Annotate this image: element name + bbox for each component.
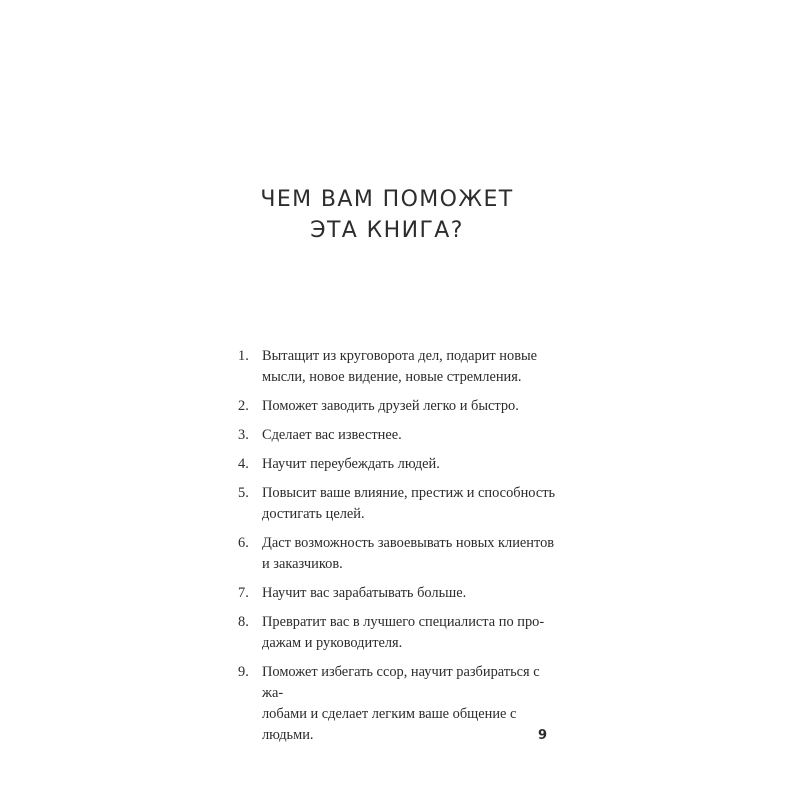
list-item-line: Поможет избегать ссор, научит разбираться с жа-: [262, 664, 540, 701]
list-item-number: 2.: [238, 398, 249, 414]
list-item-number: 6.: [238, 535, 249, 551]
list-item-number: 1.: [238, 348, 249, 364]
list-item-line: достигать целей.: [262, 506, 365, 522]
list-item-line: Научит переубеждать людей.: [262, 456, 440, 472]
list-item-line: Даст возможность завоевывать новых клиентов: [262, 535, 555, 551]
chapter-title-line-2: ЭТА КНИГА?: [310, 218, 464, 243]
list-item: [238, 583, 562, 604]
page-number: 9: [538, 728, 548, 743]
list-item-line: Повысит ваше влияние, престиж и способность: [262, 485, 556, 501]
list-item: [238, 454, 562, 475]
list-item-number: 4.: [238, 456, 249, 472]
benefits-list: [238, 346, 562, 754]
list-item-number: 7.: [238, 585, 249, 601]
list-item-line: мысли, новое видение, новые стремления.: [262, 369, 522, 385]
list-item: [238, 346, 562, 388]
list-item: [238, 425, 562, 446]
list-item-line: лобами и сделает легким ваше общение с людьми.: [262, 706, 517, 743]
list-item-number: 8.: [238, 614, 249, 630]
list-item-line: дажам и руководителя.: [262, 635, 403, 651]
list-item-line: Поможет заводить друзей легко и быстро.: [262, 398, 519, 414]
chapter-title-line-1: ЧЕМ ВАМ ПОМОЖЕТ: [260, 187, 514, 212]
list-item-line: Научит вас зарабатывать больше.: [262, 585, 467, 601]
chapter-title: [200, 184, 574, 246]
list-item: [238, 396, 562, 417]
list-item: [238, 533, 562, 575]
list-item-line: Превратит вас в лучшего специалиста по про-: [262, 614, 545, 630]
list-item-number: 9.: [238, 664, 249, 680]
list-item-line: и заказчиков.: [262, 556, 343, 572]
list-item: [238, 612, 562, 654]
list-item-line: Сделает вас известнее.: [262, 427, 402, 443]
list-item-number: 5.: [238, 485, 249, 501]
list-item: [238, 662, 562, 746]
list-item-line: Вытащит из круговорота дел, подарит новые: [262, 348, 538, 364]
list-item-number: 3.: [238, 427, 249, 443]
list-item: [238, 483, 562, 525]
